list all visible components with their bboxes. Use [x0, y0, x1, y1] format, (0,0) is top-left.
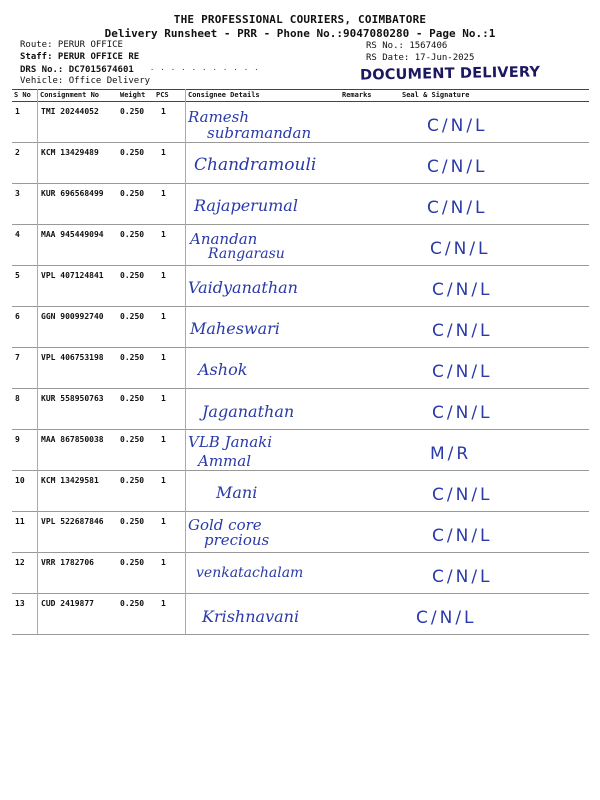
signature-mark: C/N/L: [432, 567, 493, 587]
signature-mark: M/R: [430, 444, 472, 464]
row-sno: 13: [15, 599, 25, 608]
signature-mark: C/N/L: [427, 198, 488, 218]
weight-value: 0.250: [120, 312, 145, 321]
rs-date: RS Date: 17-Jun-2025: [366, 53, 475, 63]
consignee-name-line2: Rangarasu: [208, 246, 285, 262]
pcs-value: 1: [161, 599, 166, 608]
table-row: [12, 266, 589, 307]
signature-mark: C/N/L: [427, 116, 488, 136]
signature-mark: C/N/L: [430, 239, 491, 259]
consignee-name: Anandan: [190, 230, 258, 248]
table-row: [12, 430, 589, 471]
company-title: THE PROFESSIONAL COURIERS, COIMBATORE: [173, 13, 427, 26]
consignment-number: CUD 2419877: [41, 599, 94, 608]
pcs-value: 1: [161, 107, 166, 116]
weight-value: 0.250: [120, 558, 145, 567]
table-row: [12, 143, 589, 184]
consignee-name: Ramesh: [188, 108, 250, 126]
row-sno: 1: [15, 107, 20, 116]
col-signature: Seal & Signature: [402, 91, 470, 99]
pcs-value: 1: [161, 558, 166, 567]
pcs-value: 1: [161, 476, 166, 485]
consignment-number: KCM 13429489: [41, 148, 99, 157]
signature-mark: C/N/L: [432, 403, 493, 423]
consignment-number: MAA 945449094: [41, 230, 104, 239]
col-pcs: PCS: [156, 91, 169, 99]
consignment-number: KUR 558950763: [41, 394, 104, 403]
consignee-name: Jaganathan: [202, 402, 295, 421]
col-consignee: Consignee Details: [188, 91, 260, 99]
weight-value: 0.250: [120, 189, 145, 198]
weight-value: 0.250: [120, 599, 145, 608]
consignment-number: KUR 696568499: [41, 189, 104, 198]
row-sno: 3: [15, 189, 20, 198]
weight-value: 0.250: [120, 353, 145, 362]
weight-value: 0.250: [120, 435, 145, 444]
consignee-name-line2: subramandan: [207, 124, 312, 142]
weight-value: 0.250: [120, 517, 145, 526]
weight-value: 0.250: [120, 271, 145, 280]
col-consignment: Consignment No: [40, 91, 100, 99]
route-label: Route: PERUR OFFICE: [20, 40, 123, 50]
consignee-name: VLB Janaki: [188, 433, 273, 451]
consignee-name-line2: Ammal: [198, 452, 252, 470]
scribble-mark: · · · · · · · · · · ·: [150, 66, 260, 74]
table-row: [12, 594, 589, 635]
table-row: [12, 553, 589, 594]
weight-value: 0.250: [120, 476, 145, 485]
rs-number: RS No.: 1567406: [366, 41, 448, 51]
row-sno: 10: [15, 476, 25, 485]
row-sno: 5: [15, 271, 20, 280]
table-row: [12, 389, 589, 430]
consignee-name: Krishnavani: [202, 607, 300, 626]
signature-mark: C/N/L: [432, 526, 493, 546]
col-weight: Weight: [120, 91, 146, 99]
consignment-number: KCM 13429581: [41, 476, 99, 485]
signature-mark: C/N/L: [416, 608, 477, 628]
consignee-name: Rajaperumal: [194, 196, 298, 215]
row-sno: 7: [15, 353, 20, 362]
pcs-value: 1: [161, 517, 166, 526]
row-sno: 6: [15, 312, 20, 321]
col-remarks: Remarks: [342, 91, 372, 99]
runsheet-subtitle: Delivery Runsheet - PRR - Phone No.:9047080280 - Page No.:1: [104, 27, 496, 40]
signature-mark: C/N/L: [432, 485, 493, 505]
table-body: [12, 102, 589, 635]
divider: [185, 89, 186, 634]
signature-mark: C/N/L: [432, 280, 493, 300]
pcs-value: 1: [161, 312, 166, 321]
signature-mark: C/N/L: [432, 321, 493, 341]
consignee-name: Chandramouli: [194, 155, 317, 175]
consignee-name: Maheswari: [190, 319, 280, 338]
pcs-value: 1: [161, 435, 166, 444]
table-row: [12, 348, 589, 389]
pcs-value: 1: [161, 271, 166, 280]
consignment-number: TMI 20244052: [41, 107, 99, 116]
row-sno: 12: [15, 558, 25, 567]
pcs-value: 1: [161, 230, 166, 239]
consignee-name: Vaidyanathan: [188, 278, 298, 297]
consignment-number: MAA 867850038: [41, 435, 104, 444]
runsheet-table: [12, 89, 589, 635]
weight-value: 0.250: [120, 394, 145, 403]
pcs-value: 1: [161, 394, 166, 403]
row-sno: 11: [15, 517, 25, 526]
consignee-name: Gold core: [188, 516, 262, 534]
weight-value: 0.250: [120, 107, 145, 116]
drs-number: DRS No.: DC7015674601: [20, 65, 134, 75]
consignment-number: VPL 406753198: [41, 353, 104, 362]
table-header: [12, 89, 589, 102]
signature-mark: C/N/L: [432, 362, 493, 382]
consignee-name: Mani: [216, 483, 258, 502]
consignment-number: VPL 522687846: [41, 517, 104, 526]
consignee-name: Ashok: [198, 360, 248, 379]
pcs-value: 1: [161, 353, 166, 362]
table-row: [12, 225, 589, 266]
weight-value: 0.250: [120, 230, 145, 239]
consignee-name: venkatachalam: [196, 565, 304, 581]
table-row: [12, 102, 589, 143]
document-delivery-stamp: DOCUMENT DELIVERY: [359, 64, 541, 84]
table-row: [12, 471, 589, 512]
consignment-number: VRR 1782706: [41, 558, 94, 567]
weight-value: 0.250: [120, 148, 145, 157]
consignment-number: GGN 900992740: [41, 312, 104, 321]
row-sno: 2: [15, 148, 20, 157]
table-row: [12, 512, 589, 553]
consignment-number: VPL 407124841: [41, 271, 104, 280]
pcs-value: 1: [161, 148, 166, 157]
table-row: [12, 307, 589, 348]
row-sno: 8: [15, 394, 20, 403]
divider: [37, 89, 38, 634]
staff-label: Staff: PERUR OFFICE RE: [20, 52, 140, 62]
table-row: [12, 184, 589, 225]
signature-mark: C/N/L: [427, 157, 488, 177]
consignee-name-line2: precious: [204, 531, 270, 549]
row-sno: 9: [15, 435, 20, 444]
pcs-value: 1: [161, 189, 166, 198]
vehicle-label: Vehicle: Office Delivery: [20, 76, 151, 86]
col-sno: S No: [14, 91, 31, 99]
row-sno: 4: [15, 230, 20, 239]
